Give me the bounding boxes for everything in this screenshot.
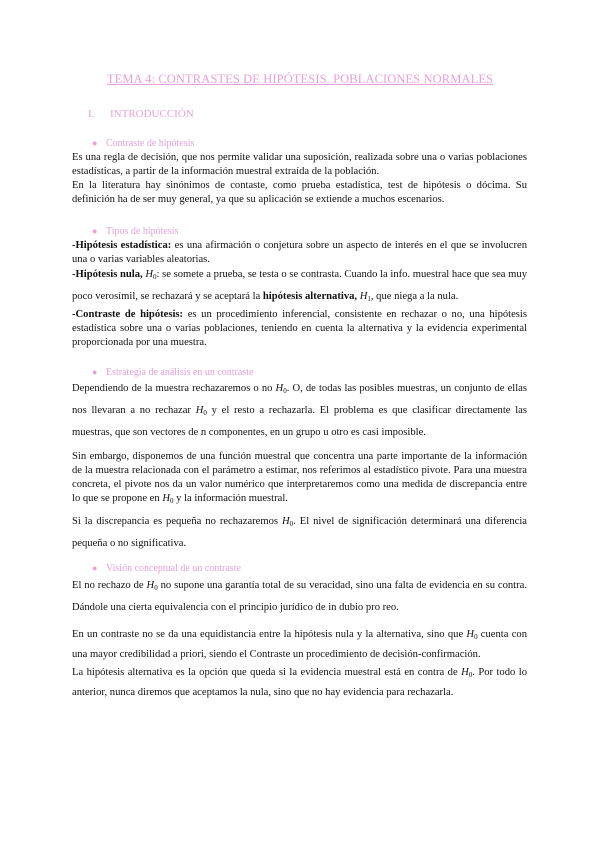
bullet-heading-label: Estrategia de análisis en un contraste — [106, 367, 254, 378]
paragraph-text: y el resto a rechazarla. El problema es que clasificar directamente las muestras, que son vectores de n componentes, en un grupo u otro es casi imposible. — [72, 405, 527, 438]
paragraph-text: cuenta con una mayor credibilidad a priori, siendo el Contraste un procedimiento de decisión-confirmación. — [72, 629, 527, 660]
paragraph-estrategia — [72, 379, 527, 442]
paragraph-text: Dependiendo de la muestra rechazaremos o no — [72, 383, 276, 394]
bullet-heading-label: Contraste de hipótesis — [106, 138, 195, 149]
symbol-subscript: 0 — [474, 633, 478, 641]
term: -Contraste de hipótesis: — [72, 309, 184, 320]
paragraph-discrepancia — [72, 512, 527, 553]
bullet-heading-label: Visión conceptual de un contraste — [106, 563, 241, 574]
symbol-h: H — [145, 269, 153, 280]
symbol-subscript: 0 — [154, 584, 158, 592]
paragraph-definition — [72, 151, 527, 207]
symbol-subscript: 1 — [367, 295, 371, 303]
paragraph-text: . Por todo lo anterior, nunca diremos que aceptamos la nula, sino que no hay evidencia para rechazarla. — [72, 667, 527, 698]
symbol-h: H — [162, 493, 170, 504]
paragraph-text: En un contraste no se da una equidistancia entre la hipótesis nula y la alternativa, sino que — [72, 629, 467, 640]
symbol-h: H — [195, 405, 204, 416]
paragraph-text: Si la discrepancia es pequeña no rechazaremos — [72, 516, 282, 527]
bullet-heading-vision — [92, 563, 241, 574]
bullet-heading-contraste — [92, 138, 194, 149]
paragraph-hipotesis-estadistica — [72, 239, 527, 267]
bullet-heading-estrategia — [92, 367, 253, 378]
section-heading — [88, 108, 194, 120]
paragraph-estadistico-pivote — [72, 450, 527, 508]
symbol-h: H — [282, 516, 290, 527]
bullet-heading-tipos — [92, 226, 178, 237]
symbol-subscript: 0 — [289, 520, 294, 528]
paragraph-text: En la literatura hay sinónimos de contaste, como prueba estadística, test de hipótesis o dócima. Su definición ha de ser muy general, ya que su aplicación se extiende a muchos escenarios. — [72, 180, 527, 205]
symbol-subscript: 0 — [283, 387, 287, 395]
paragraph-text: Es una regla de decisión, que nos permite validar una suposición, realizada sobre una o varias poblaciones estadísticas, a partir de la información muestral extraída de la población. — [72, 152, 527, 177]
symbol-h: H — [461, 667, 469, 678]
paragraph-text: . O, de todas las posibles muestras, un conjunto de ellas nos llevaran a no rechazar — [72, 383, 527, 416]
paragraph-text: no supone una garantía total de su veracidad, sino una falta de evidencia en su contra. Dándole una cierta equivalencia con el principio jurídico de in dubio pro reo. — [72, 580, 527, 613]
bullet-icon: ● — [92, 138, 98, 148]
symbol-subscript: 0 — [153, 273, 157, 281]
symbol-h: H — [146, 580, 155, 591]
paragraph-text: y la información muestral. — [173, 493, 288, 504]
page-title: TEMA 4: CONTRASTES DE HIPÓTESIS. POBLACIONES NORMALES — [106, 72, 494, 86]
paragraph-equidistancia — [72, 626, 527, 702]
section-number: I. — [88, 108, 95, 120]
paragraph-text: El no rechazo de — [72, 580, 147, 591]
term: hipótesis alternativa, — [262, 291, 358, 302]
section-label: INTRODUCCIÓN — [110, 108, 194, 120]
term: -Hipótesis estadística: — [72, 240, 172, 251]
paragraph-text: . El nivel de significación determinará una diferencia pequeña o no significativa. — [72, 516, 527, 549]
paragraph-text: es un procedimiento inferencial, consistente en rechazar o no, una hipótesis estadística sobre una o varias poblaciones, teniendo en cuenta la alternativa y la evidencia experimental proporcionada por una muestra. — [72, 309, 527, 348]
paragraph-text: : se somete a prueba, se testa o se contrasta. Cuando la info. muestral hace que sea muy poco verosímil, se rechazará y se aceptará la — [72, 269, 527, 302]
bullet-heading-label: Tipos de hipótesis — [106, 226, 179, 237]
paragraph-no-rechazo — [72, 576, 527, 617]
bullet-icon: ● — [92, 367, 98, 377]
paragraph-text: es una afirmación o conjetura sobre un aspecto de interés en el que se involucren una o varias variables aleatorias. — [72, 240, 527, 265]
bullet-icon: ● — [92, 563, 98, 573]
symbol-subscript: 0 — [468, 671, 473, 679]
paragraph-text: Sin embargo, disponemos de una función muestral que concentra una parte importante de la información de la muestra relacionada con el parámetro a estimar, nos referimos al estadístico pivote. Para una muestra concreta, el pivote nos da un valor numérico que interpretaremos como una medida de discrepancia entre lo que se propone en — [72, 451, 527, 504]
symbol-h: H — [466, 629, 475, 640]
symbol-h: H — [359, 291, 368, 302]
paragraph-contraste-hipotesis — [72, 308, 527, 350]
symbol-subscript: 0 — [203, 409, 207, 417]
term: -Hipótesis nula, — [72, 269, 146, 280]
paragraph-text: La hipótesis alternativa es la opción que queda si la evidencia muestral está en contra de — [72, 667, 462, 678]
bullet-icon: ● — [92, 226, 98, 236]
symbol-subscript: 0 — [169, 497, 174, 505]
paragraph-text: , que niega a la nula. — [370, 291, 459, 302]
symbol-h: H — [275, 383, 284, 394]
paragraph-hipotesis-nula — [72, 265, 527, 309]
